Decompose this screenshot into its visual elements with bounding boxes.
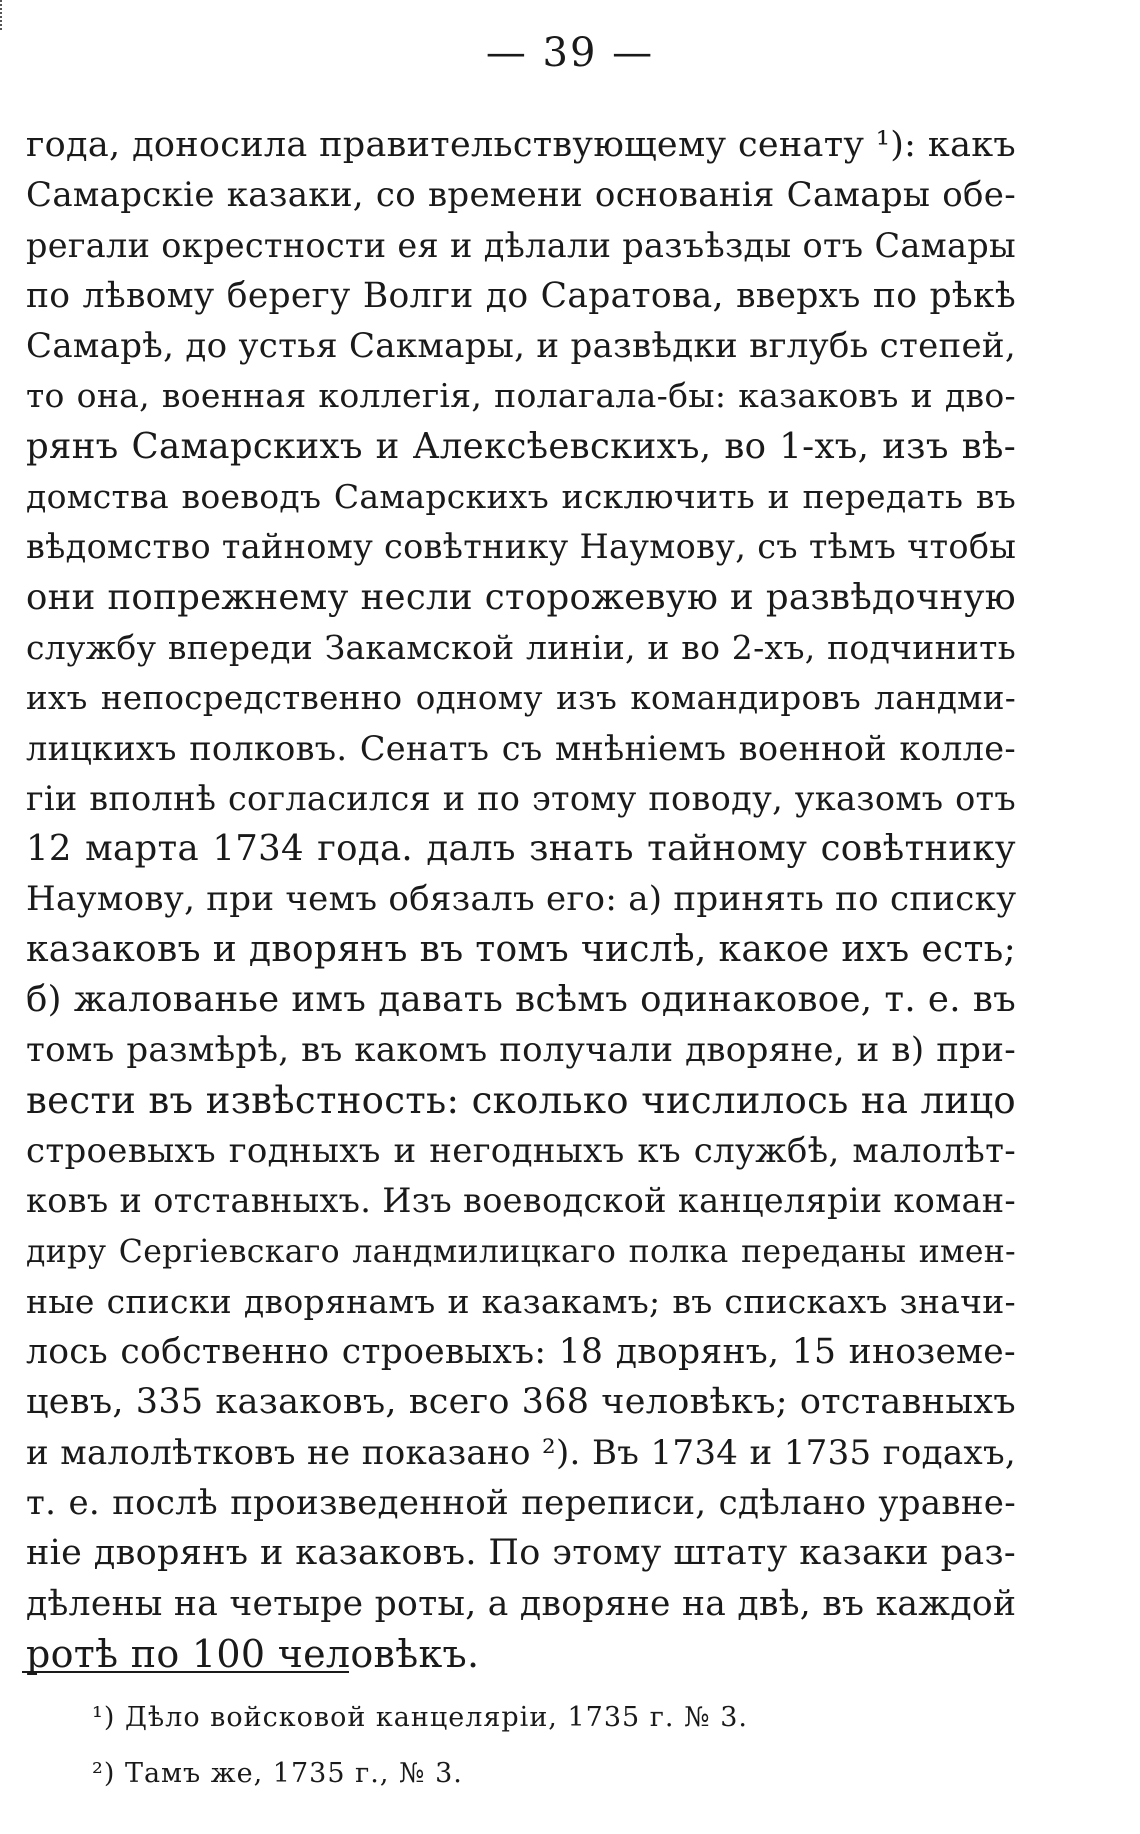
text-line: ихъ непосредственно одному изъ командировъ ландми- <box>26 679 1016 718</box>
text-line: лось собственно строевыхъ: 18 дворянъ, 15 иноземе- <box>26 1332 1016 1373</box>
text-line: то она, военная коллегія, полагала-бы: казаковъ и дво- <box>26 376 1016 416</box>
text-line: ковъ и отставныхъ. Изъ воеводской канцеляріи коман- <box>26 1181 1016 1221</box>
text-line: года, доносила правительствующему сенату ¹): какъ <box>26 125 1016 165</box>
text-line: томъ размѣрѣ, въ какомъ получали дворяне, и в) при- <box>26 1030 1016 1071</box>
footnote-2: ²) Тамъ же, 1735 г., № 3. <box>92 1758 463 1789</box>
footnotes <box>92 1690 992 1802</box>
text-line: ніе дворянъ и казаковъ. По этому штату казаки раз- <box>26 1533 1016 1574</box>
page-number: — 39 — <box>485 30 655 76</box>
scan-edge-mark <box>0 0 5 30</box>
text-line: гіи вполнѣ согласился и по этому поводу, указомъ отъ <box>26 778 1016 818</box>
text-line: казаковъ и дворянъ въ томъ числѣ, какое ихъ есть; <box>26 928 1016 970</box>
footnote-divider <box>22 1671 349 1673</box>
text-line: службу впереди Закамской линіи, и во 2-хъ, подчинить <box>26 627 1016 667</box>
text-line: и малолѣтковъ не показано ²). Въ 1734 и 1735 годахъ, <box>26 1432 1016 1473</box>
text-line: дѣлены на четыре роты, а дворяне на двѣ, въ каждой <box>26 1583 1017 1624</box>
text-line: Наумову, при чемъ обязалъ его: а) принять по списку <box>26 879 1017 920</box>
text-line: рянъ Самарскихъ и Алексѣевскихъ, во 1-хъ, изъ вѣ- <box>26 425 1016 467</box>
text-line: т. е. послѣ произведенной переписи, сдѣлано уравне- <box>26 1483 1016 1524</box>
text-line: вести въ извѣстность: сколько числилось на лицо <box>26 1078 1016 1122</box>
text-line: строевыхъ годныхъ и негодныхъ къ службѣ, малолѣт- <box>26 1130 1016 1171</box>
text-line: ные списки дворянамъ и казакамъ; въ спискахъ значи- <box>26 1281 1016 1321</box>
text-line: Самарскіе казаки, со времени основанія Самары обе- <box>26 175 1016 216</box>
text-line: они попрежнему несли сторожевую и развѣдочную <box>26 576 1016 618</box>
text-line: по лѣвому берегу Волги до Саратова, вверхъ по рѣкѣ <box>26 275 1016 316</box>
text-line: 12 марта 1734 года. далъ знать тайному совѣтнику <box>26 828 1016 870</box>
body-text <box>26 120 1016 1679</box>
text-line: Самарѣ, до устья Сакмары, и развѣдки вглубь степей, <box>26 326 1016 367</box>
text-line: цевъ, 335 казаковъ, всего 368 человѣкъ; отставныхъ <box>26 1382 1016 1423</box>
text-line: домства воеводъ Самарскихъ исключить и передать въ <box>26 477 1016 517</box>
text-line-last: ротѣ по 100 человѣкъ. <box>26 1631 480 1676</box>
text-line: лицкихъ полковъ. Сенатъ съ мнѣніемъ военной колле- <box>26 728 1016 768</box>
footnote-1: ¹) Дѣло войсковой канцеляріи, 1735 г. № 3. <box>92 1702 748 1733</box>
text-line: вѣдомство тайному совѣтнику Наумову, съ тѣмъ чтобы <box>26 527 1017 567</box>
text-line: б) жалованье имъ давать всѣмъ одинаковое, т. е. въ <box>26 979 1016 1021</box>
text-line: диру Сергіевскаго ландмилицкаго полка переданы имен- <box>26 1233 1016 1270</box>
text-line: регали окрестности ея и дѣлали разъѣзды отъ Самары <box>26 225 1016 265</box>
